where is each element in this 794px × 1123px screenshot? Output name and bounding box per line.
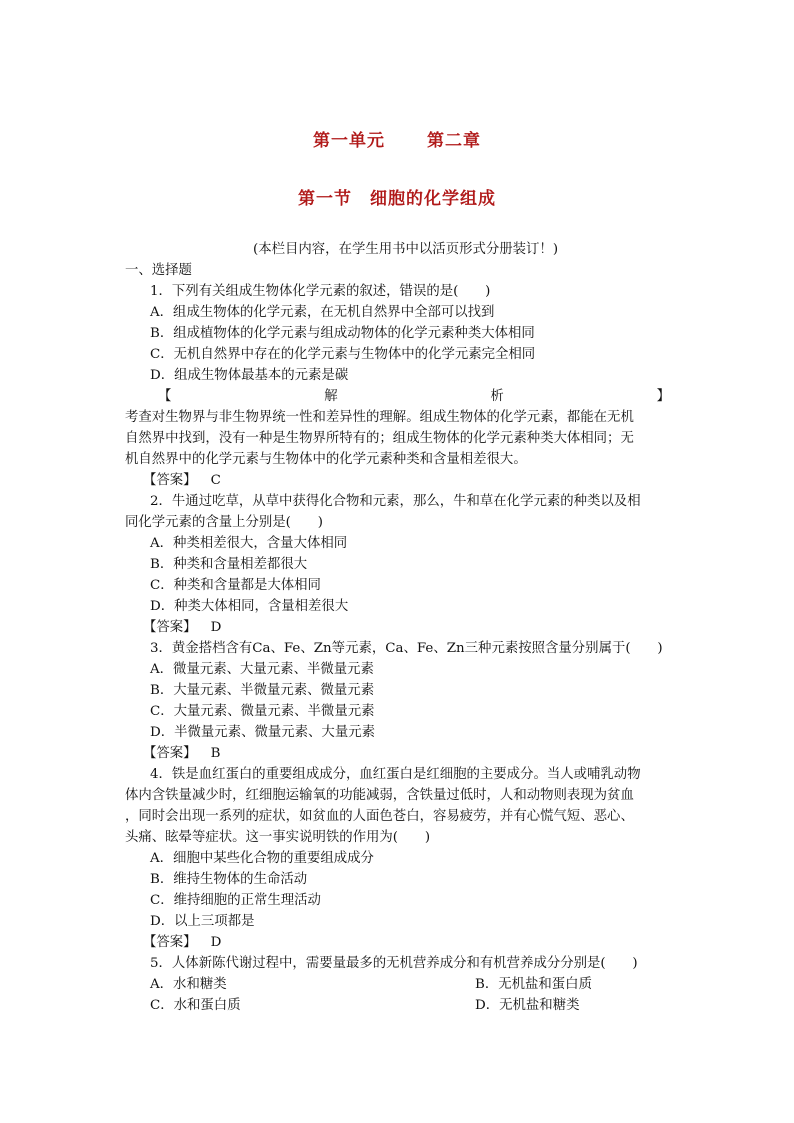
answer-value: D [210, 935, 222, 950]
chapter-label: 第二章 [427, 131, 481, 151]
question-3-option-a: A．微量元素、大量元素、半微量元素 [150, 662, 374, 677]
analysis-bracket-open: 【 [158, 389, 172, 404]
question-2-option-c: C．种类和含量都是大体相同 [150, 578, 321, 593]
question-4-stem-line-2: 体内含铁量减少时，红细胞运输氧的功能减弱，含铁量过低时，人和动物则表现为贫血 [125, 788, 634, 803]
question-1-option-a: A．组成生物体的化学元素，在无机自然界中全部可以找到 [150, 305, 495, 320]
question-2-answer [125, 617, 670, 638]
answer-value: D [210, 620, 222, 635]
question-4-stem-line-4: 头痛、眩晕等症状。这一事实说明铁的作用为( ) [125, 830, 431, 845]
unit-label: 第一单元 [313, 131, 385, 151]
analysis-bracket-close: 】 [656, 389, 670, 404]
section-title [0, 184, 794, 209]
section-number: 第一节 [298, 189, 352, 209]
answer-label: 【答案】 [143, 935, 197, 950]
question-4-stem-line-3: ，同时会出现一系列的症状，如贫血的人面色苍白，容易疲劳，并有心慌气短、恶心、 [125, 809, 634, 824]
question-5-option-c: C．水和蛋白质 [150, 998, 241, 1013]
question-2-option-a: A．种类相差很大，含量大体相同 [150, 536, 348, 551]
analysis-line-2: 自然界中找到，没有一种是生物界所特有的；组成生物体的化学元素种类大体相同；无 [125, 431, 634, 446]
analysis-char-1: 解 [324, 389, 338, 404]
binding-note: (本栏目内容，在学生用书中以活页形式分册装订！) [253, 242, 559, 257]
analysis-line-3: 机自然界中的化学元素与生物体中的化学元素种类和含量相差很大。 [125, 452, 527, 467]
question-5-stem: 5．人体新陈代谢过程中，需要量最多的无机营养成分和有机营养成分分别是( ) [150, 956, 638, 971]
answer-value: C [210, 473, 221, 488]
question-5-option-d: D．无机盐和糖类 [475, 998, 580, 1013]
question-4-answer [125, 932, 670, 953]
question-3-option-b: B．大量元素、半微量元素、微量元素 [150, 683, 375, 698]
question-2-stem-line-1: 2．牛通过吃草，从草中获得化合物和元素，那么，牛和草在化学元素的种类以及相 [150, 494, 641, 509]
question-4-option-b: B．维持生物体的生命活动 [150, 872, 308, 887]
answer-label: 【答案】 [143, 473, 197, 488]
question-4-stem-line-1: 4．铁是血红蛋白的重要组成成分，血红蛋白是红细胞的主要成分。当人或哺乳动物 [150, 767, 641, 782]
question-2-option-d: D．种类大体相同，含量相差很大 [150, 599, 349, 614]
question-1-option-d: D．组成生物体最基本的元素是碳 [150, 368, 349, 383]
question-1-stem: 1．下列有关组成生物体化学元素的叙述，错误的是( ) [150, 284, 491, 299]
question-5-option-b: B．无机盐和蛋白质 [475, 977, 592, 992]
question-1-option-c: C．无机自然界中存在的化学元素与生物体中的化学元素完全相同 [150, 347, 536, 362]
section-name: 细胞的化学组成 [370, 189, 496, 209]
section-heading: 一、选择题 [125, 263, 192, 278]
question-1-option-b: B．组成植物体的化学元素与组成动物体的化学元素种类大体相同 [150, 326, 535, 341]
analysis-char-2: 析 [490, 389, 504, 404]
answer-value: B [210, 746, 221, 761]
question-3-option-d: D．半微量元素、微量元素、大量元素 [150, 725, 375, 740]
question-3-answer [125, 743, 670, 764]
question-1-answer [125, 470, 670, 491]
document-body [125, 239, 670, 1016]
answer-label: 【答案】 [143, 746, 197, 761]
question-5-option-a: A．水和糖类 [150, 977, 227, 992]
question-2-option-b: B．种类和含量相差都很大 [150, 557, 308, 572]
analysis-label [125, 386, 670, 407]
question-4-option-a: A．细胞中某些化合物的重要组成成分 [150, 851, 374, 866]
question-4-option-c: C．维持细胞的正常生理活动 [150, 893, 321, 908]
unit-chapter-title [0, 126, 794, 151]
question-4-option-d: D．以上三项都是 [150, 914, 255, 929]
question-3-stem: 3．黄金搭档含有Ca、Fe、Zn等元素，Ca、Fe、Zn三种元素按照含量分别属于( ) [150, 641, 663, 656]
question-2-stem-line-2: 同化学元素的含量上分别是( ) [125, 515, 323, 530]
question-3-option-c: C．大量元素、微量元素、半微量元素 [150, 704, 375, 719]
question-5-options-row-1 [125, 974, 670, 995]
question-5-options-row-2 [125, 995, 670, 1016]
answer-label: 【答案】 [143, 620, 197, 635]
analysis-line-1: 考查对生物界与非生物界统一性和差异性的理解。组成生物体的化学元素，都能在无机 [125, 410, 634, 425]
